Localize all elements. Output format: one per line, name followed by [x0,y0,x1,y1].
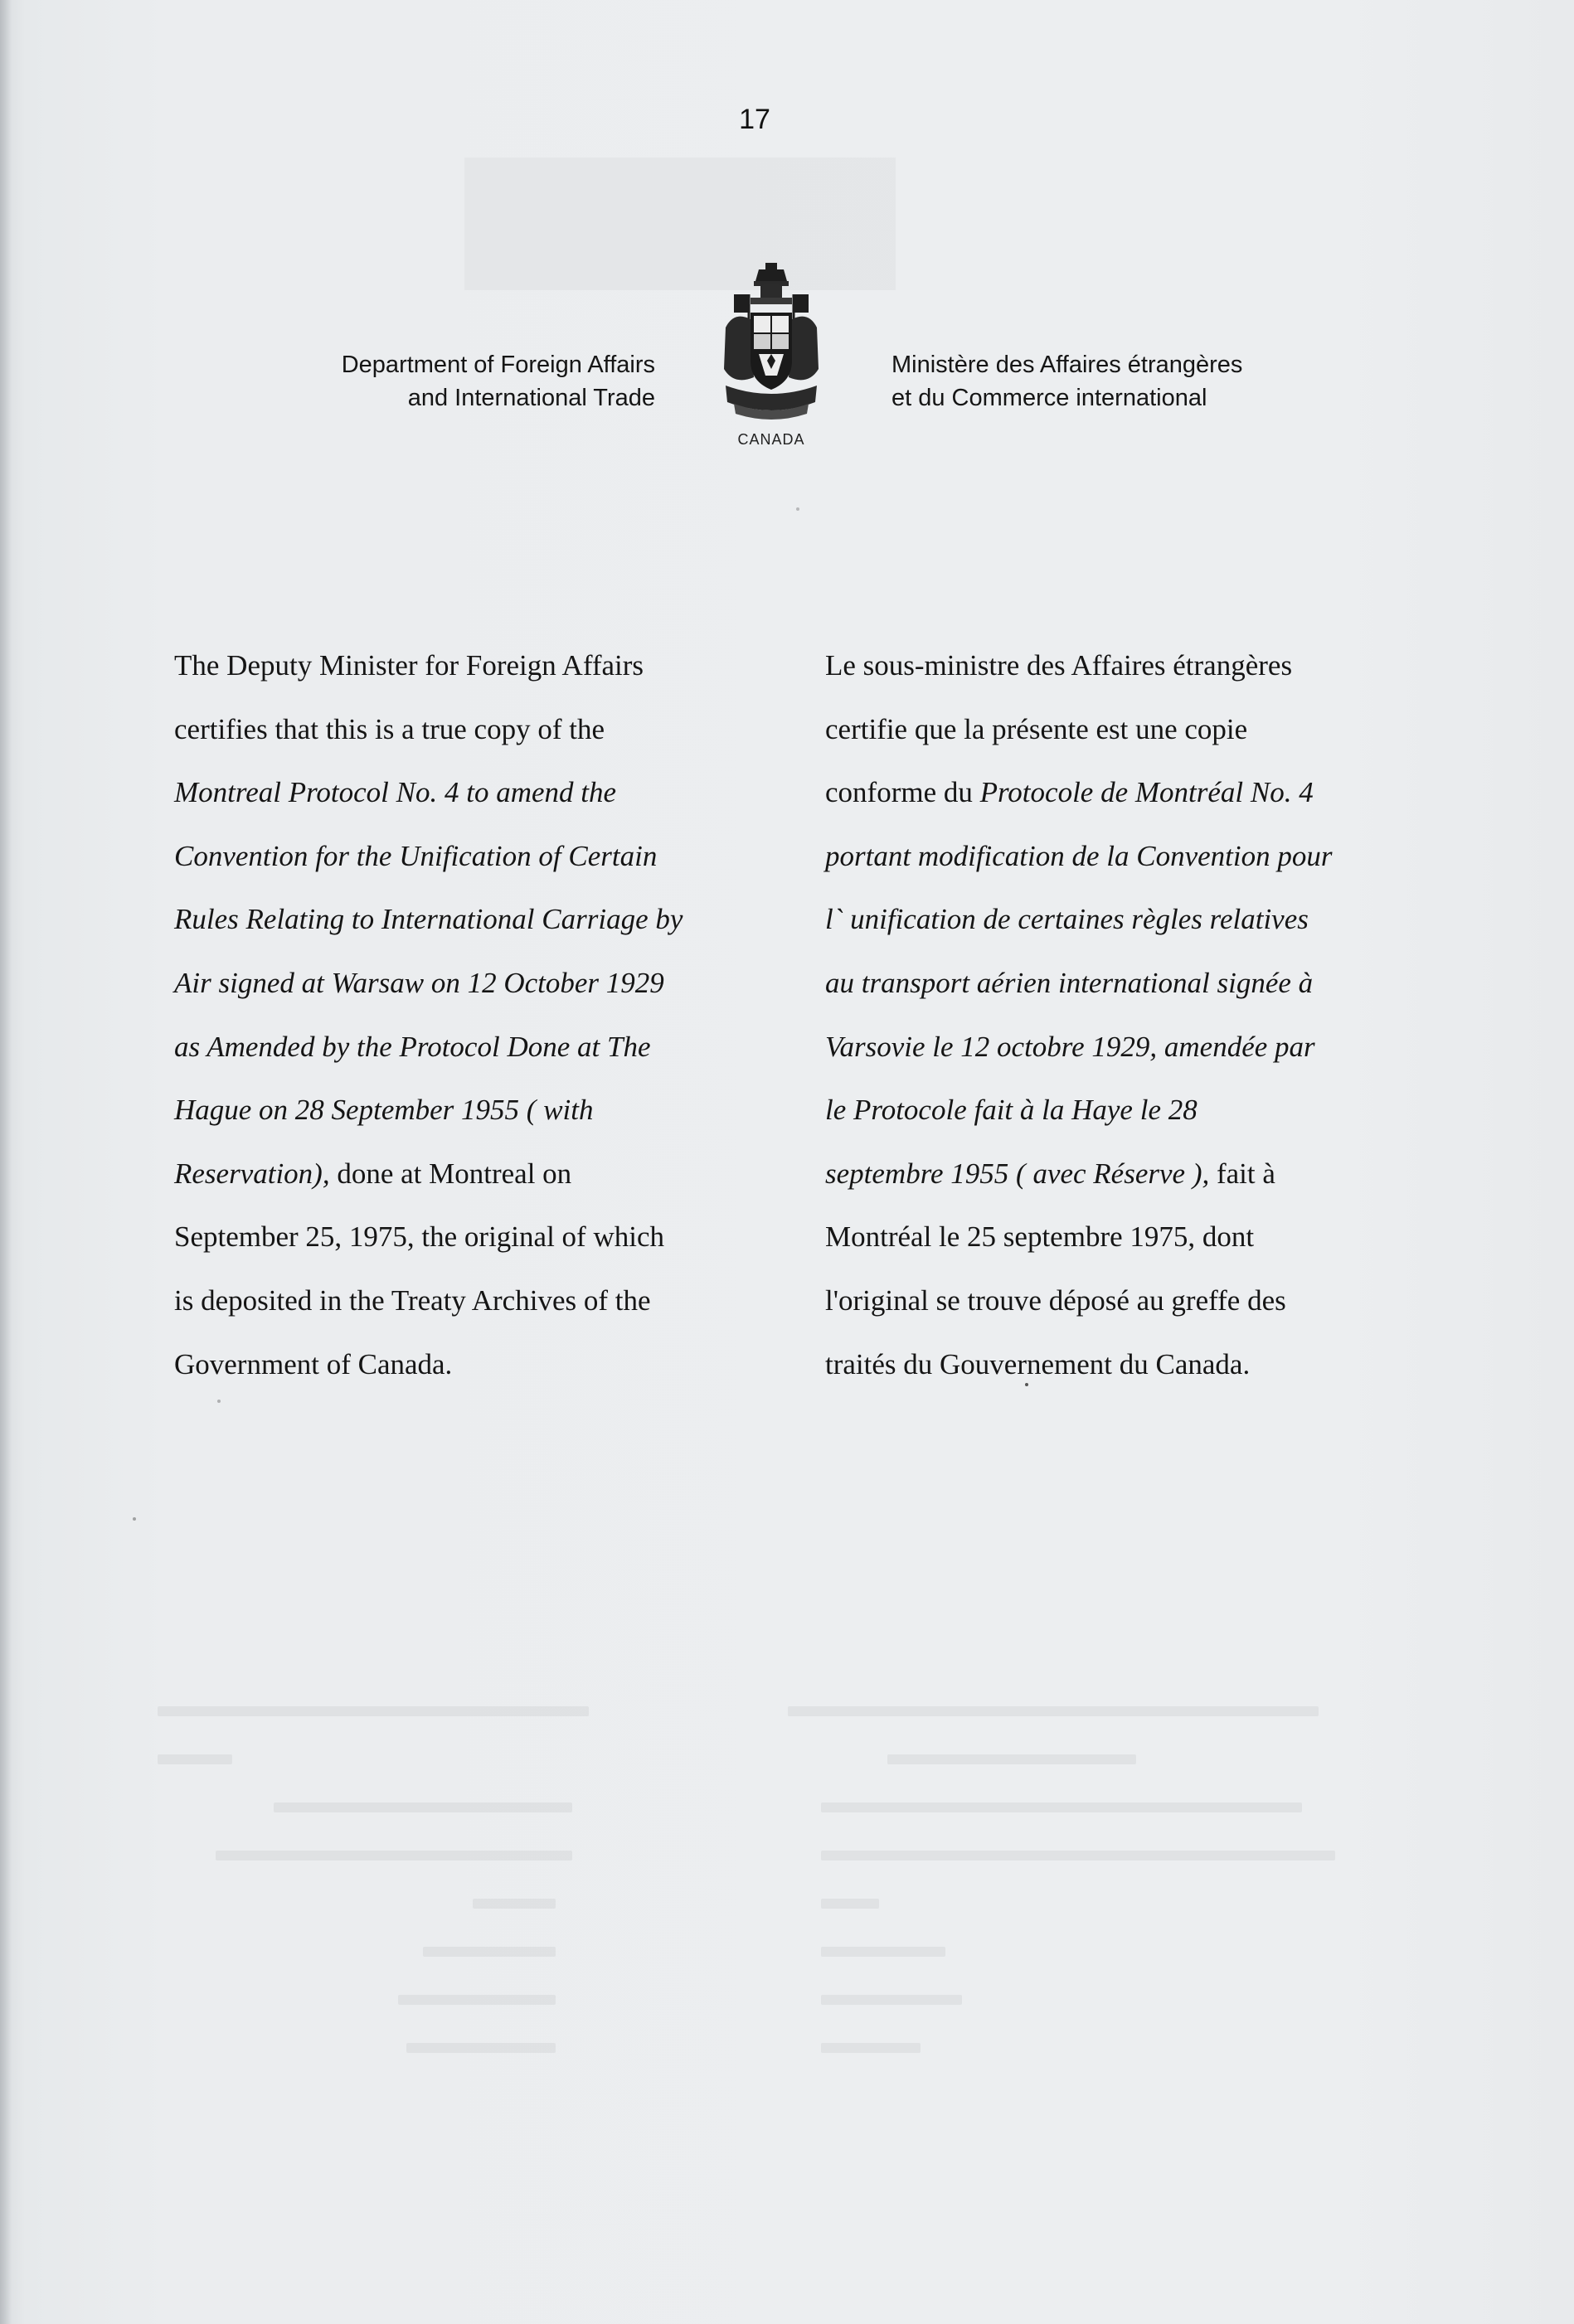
italic-text-segment: portant modification de la Convention pour [825,839,1333,872]
italic-text-segment: Convention for the Unification of Certain [174,839,658,872]
department-name-english [249,348,655,415]
text-line [174,1016,771,1080]
scan-speck [133,1517,136,1521]
page-edge-shadow [0,0,12,2324]
text-line [825,1269,1422,1333]
text-segment: l'original se trouve déposé au greffe des [825,1283,1286,1317]
country-label: CANADA [737,431,805,448]
coat-of-arms-of-canada-icon [717,261,825,427]
italic-text-segment: Montreal Protocol No. 4 to amend the [174,776,617,809]
text-segment: is deposited in the Treaty Archives of the [174,1283,651,1317]
text-line [174,634,771,698]
department-line: Ministère des Affaires étrangères [891,352,1243,378]
text-segment: Government of Canada. [174,1347,453,1380]
italic-text-segment: Protocole de Montréal No. 4 [979,776,1314,809]
bleed-through-lines [158,1691,1335,2076]
scan-speck [796,507,799,511]
text-line [174,1143,771,1206]
text-line [825,1079,1422,1143]
text-line [825,1143,1422,1206]
text-segment: certifies that this is a true copy of the [174,712,605,745]
text-segment: certifie que la présente est une copie [825,712,1248,745]
text-line [825,1206,1422,1269]
italic-text-segment: le Protocole fait à la Haye le 28 [825,1094,1198,1127]
italic-text-segment: septembre 1955 ( avec Réserve ), [825,1157,1210,1190]
italic-text-segment: au transport aérien international signée à [825,966,1314,999]
text-line [174,761,771,825]
certification-text-french [825,634,1422,1396]
department-line: et du Commerce international [891,385,1207,411]
text-segment: Montréal le 25 septembre 1975, dont [825,1220,1255,1254]
text-line [825,761,1422,825]
text-line [174,825,771,889]
certification-text-english [174,634,771,1396]
italic-text-segment: Air signed at Warsaw on 12 October 1929 [174,966,664,999]
text-line [825,698,1422,762]
department-name-french [891,348,1356,415]
page-number: 17 [739,104,770,135]
text-line [174,888,771,952]
text-line [174,1269,771,1333]
text-line [174,1206,771,1269]
scan-speck [217,1400,221,1403]
text-line [174,952,771,1016]
text-line [825,825,1422,889]
text-line [825,888,1422,952]
text-segment: fait à [1209,1157,1275,1190]
italic-text-segment: Rules Relating to International Carriage by [174,903,683,936]
text-line [825,952,1422,1016]
text-line [174,698,771,762]
text-segment: conforme du [825,776,980,809]
italic-text-segment: l` unification de certaines règles relatives [825,903,1309,936]
scan-speck [1025,1383,1028,1386]
italic-text-segment: Reservation), [174,1157,330,1190]
text-segment: done at Montreal on [329,1157,572,1190]
text-line [174,1079,771,1143]
text-line [174,1333,771,1397]
italic-text-segment: Hague on 28 September 1955 ( with [174,1094,594,1127]
text-line [825,634,1422,698]
text-line [825,1333,1422,1397]
text-segment: Le sous-ministre des Affaires étrangères [825,649,1293,682]
department-line: and International Trade [407,385,655,411]
text-segment: traités du Gouvernement du Canada. [825,1347,1251,1380]
text-segment: The Deputy Minister for Foreign Affairs [174,649,644,682]
department-line: Department of Foreign Affairs [341,352,655,378]
text-segment: September 25, 1975, the original of which [174,1220,664,1254]
text-line [825,1016,1422,1080]
italic-text-segment: Varsovie le 12 octobre 1929, amendée par [825,1030,1315,1063]
italic-text-segment: as Amended by the Protocol Done at The [174,1030,651,1063]
bleed-through-artifact [464,158,896,290]
